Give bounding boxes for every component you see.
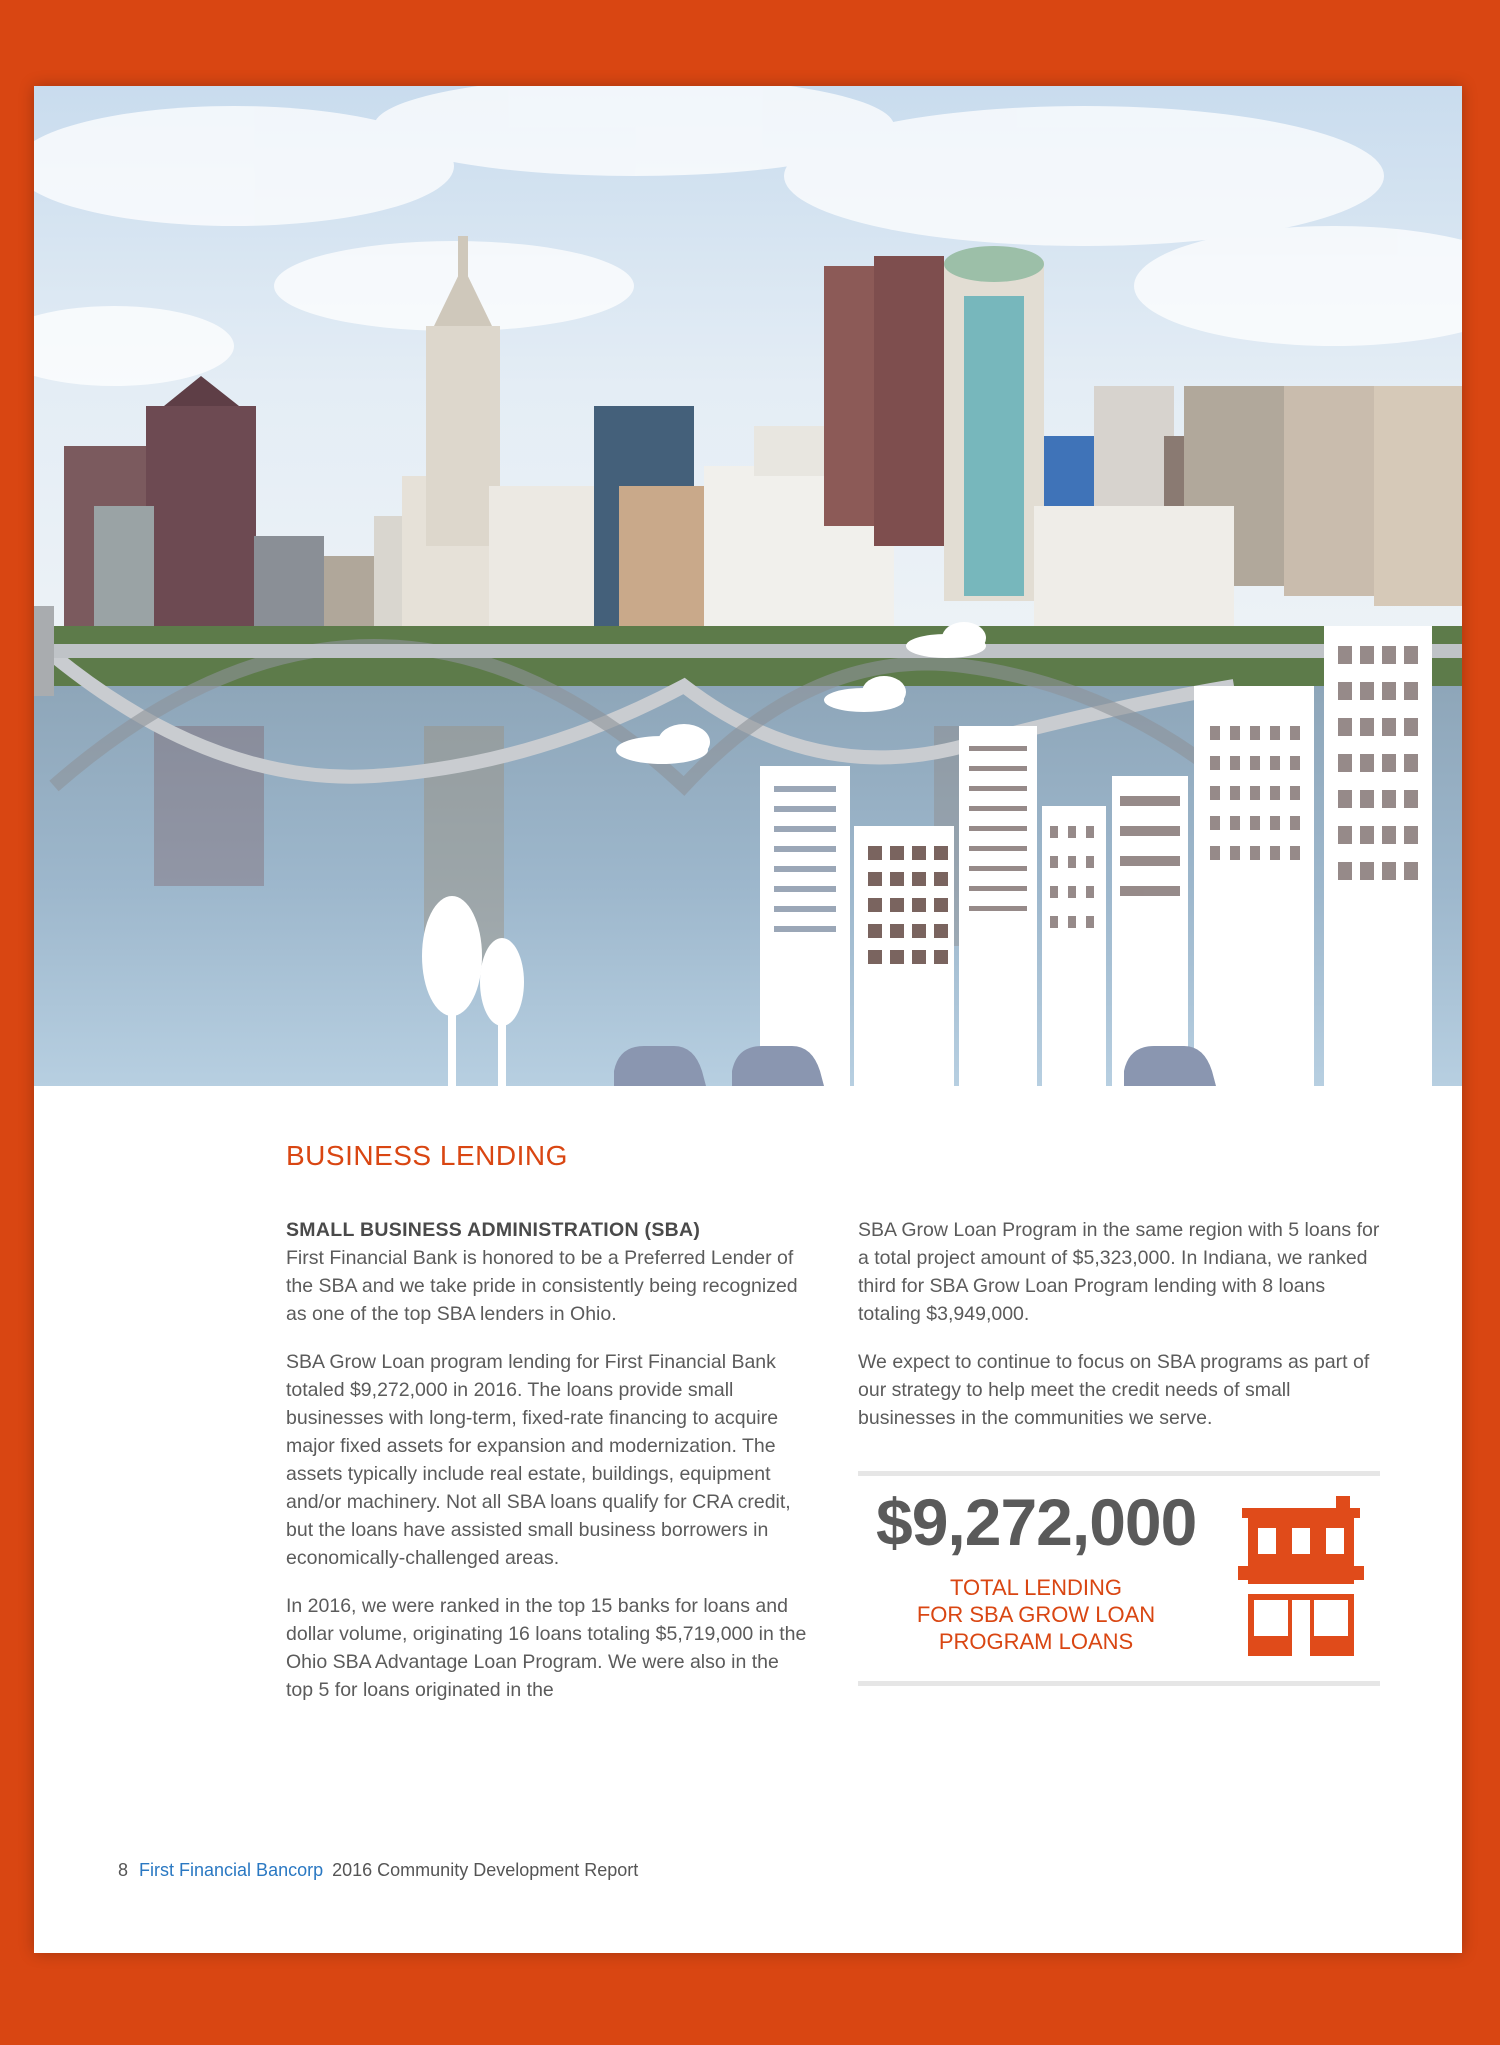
section-title: BUSINESS LENDING: [286, 1140, 568, 1171]
intro-paragraph: [286, 1216, 811, 1328]
right-column: [858, 1216, 1383, 1452]
storefront-icon: [1236, 1496, 1366, 1656]
report-page: [34, 86, 1462, 1953]
left-column: [286, 1216, 811, 1724]
paragraph-text: We expect to continue to focus on SBA programs as part of our strategy to help meet the credit needs of small businesses in the communities we serve.: [858, 1351, 1370, 1429]
paragraph-text: In 2016, we were ranked in the top 15 banks for loans and dollar volume, originating 16 loans totaling $5,719,000 in the Ohio SBA Advantage Loan Program. We were also in the top 5 for loans originated in the: [286, 1595, 807, 1701]
callout-amount: $9,272,000: [876, 1485, 1197, 1559]
page-footer: [118, 1860, 638, 1881]
paragraph-text: SBA Grow Loan program lending for First Financial Bank totaled $9,272,000 in 2016. The loans provide small businesses with long-term, fixed-rate financing to acquire major fixed assets for expansion and modernization. The assets typically include real estate, buildings, equipment and/or machinery. Not all SBA loans qualify for CRA credit, but the loans have assisted small business borrowers in economically-challenged areas.: [286, 1351, 791, 1569]
footer-brand: First Financial Bancorp: [139, 1860, 324, 1880]
callout-label: TOTAL LENDING FOR SBA GROW LOAN PROGRAM LOANS: [916, 1575, 1156, 1654]
paragraph-text: SBA Grow Loan Program in the same region with 5 loans for a total project amount of $5,323,000. In Indiana, we ranked third for SBA Grow Loan Program lending with 8 loans totaling $3,949,000.: [858, 1219, 1380, 1325]
paragraph-text: First Financial Bank is honored to be a Preferred Lender of the SBA and we take pride in consistently being recognized as one of the top SBA lenders in Ohio.: [286, 1247, 798, 1325]
sba-subhead: SMALL BUSINESS ADMINISTRATION (SBA): [286, 1219, 701, 1241]
lending-callout: [858, 1471, 1380, 1686]
hero-image: [34, 86, 1462, 1086]
footer-report-title: 2016 Community Development Report: [332, 1860, 639, 1880]
page-number: 8: [118, 1860, 129, 1880]
